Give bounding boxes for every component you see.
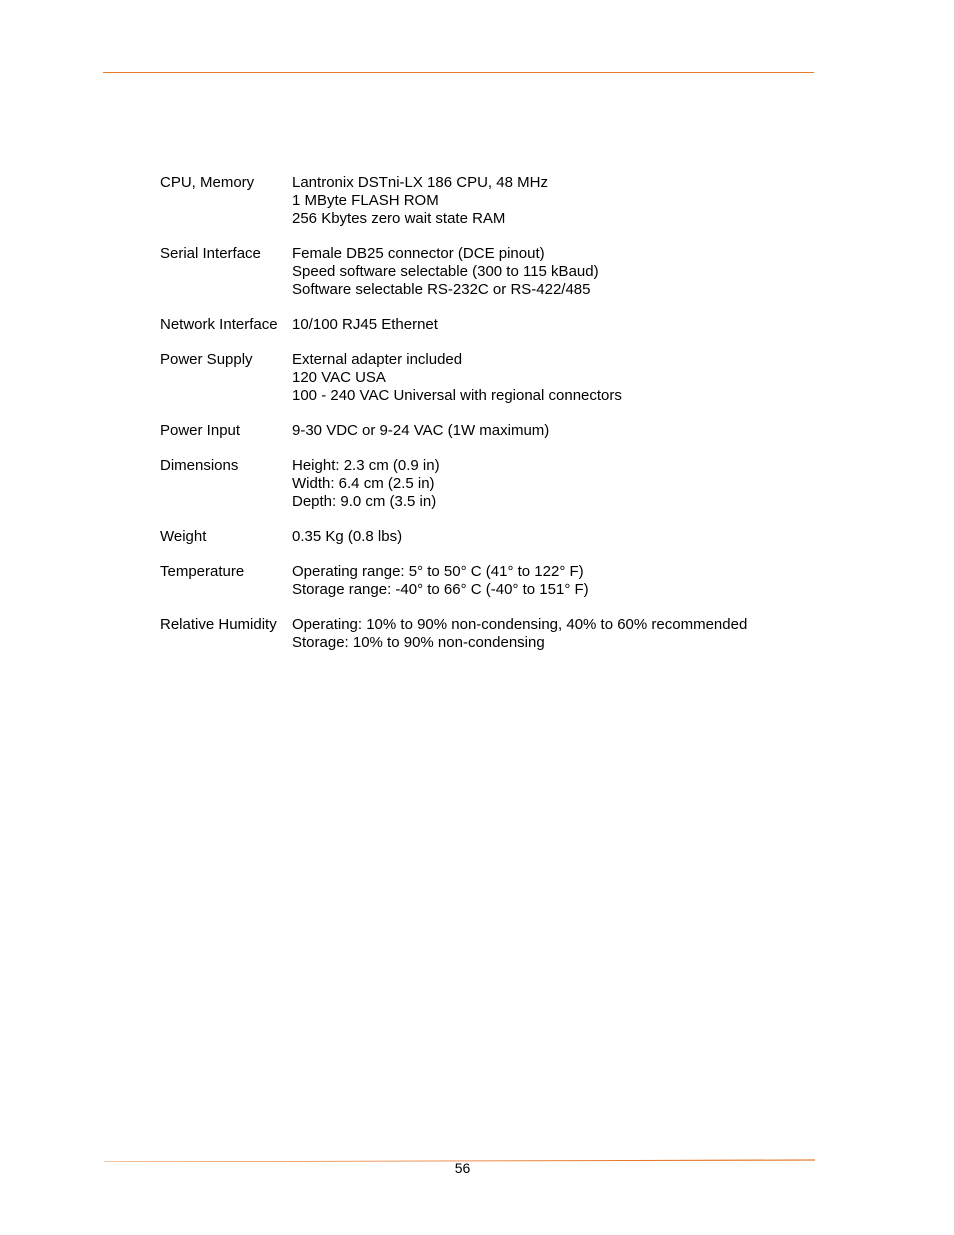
spec-value-line: 1 MByte FLASH ROM bbox=[292, 192, 439, 209]
spec-value-line: Female DB25 connector (DCE pinout) bbox=[292, 245, 545, 262]
spec-values bbox=[292, 563, 820, 599]
spec-row bbox=[160, 528, 820, 546]
spec-value-line: 120 VAC USA bbox=[292, 369, 386, 386]
spec-value-line: 9-30 VDC or 9-24 VAC (1W maximum) bbox=[292, 422, 550, 439]
spec-value-line: Depth: 9.0 cm (3.5 in) bbox=[292, 493, 437, 510]
spec-label: Power Supply bbox=[160, 351, 253, 368]
spec-label: Serial Interface bbox=[160, 245, 261, 262]
spec-label: Temperature bbox=[160, 563, 245, 580]
spec-values bbox=[292, 457, 820, 511]
spec-values bbox=[292, 616, 820, 652]
spec-value-line: Storage: 10% to 90% non-condensing bbox=[292, 634, 545, 651]
spec-row bbox=[160, 174, 820, 228]
spec-values bbox=[292, 245, 820, 299]
spec-value-line: Lantronix DSTni-LX 186 CPU, 48 MHz bbox=[292, 174, 548, 191]
spec-label: Dimensions bbox=[160, 457, 239, 474]
spec-value-line: Width: 6.4 cm (2.5 in) bbox=[292, 475, 435, 492]
spec-values bbox=[292, 351, 820, 405]
spec-row bbox=[160, 316, 820, 334]
page-number: 56 bbox=[454, 1160, 471, 1176]
spec-row bbox=[160, 457, 820, 511]
spec-label: CPU, Memory bbox=[160, 174, 255, 191]
spec-row bbox=[160, 563, 820, 599]
spec-values bbox=[292, 422, 820, 440]
spec-value-line: 100 - 240 VAC Universal with regional connectors bbox=[292, 387, 622, 404]
spec-value-line: Operating range: 5° to 50° C (41° to 122° F) bbox=[292, 563, 584, 580]
spec-value-line: Storage range: -40° to 66° C (-40° to 151° F) bbox=[292, 581, 589, 598]
spec-value-line: External adapter included bbox=[292, 351, 463, 368]
spec-row bbox=[160, 616, 820, 652]
spec-label: Power Input bbox=[160, 422, 241, 439]
spec-row bbox=[160, 245, 820, 299]
spec-value-line: Operating: 10% to 90% non-condensing, 40% to 60% recommended bbox=[292, 616, 748, 633]
spec-value-line: Height: 2.3 cm (0.9 in) bbox=[292, 457, 440, 474]
spec-label: Relative Humidity bbox=[160, 616, 277, 633]
specifications-table bbox=[160, 174, 820, 669]
spec-row bbox=[160, 351, 820, 405]
spec-label: Network Interface bbox=[160, 316, 278, 333]
spec-label: Weight bbox=[160, 528, 207, 545]
header-rule bbox=[103, 72, 814, 73]
spec-value-line: 10/100 RJ45 Ethernet bbox=[292, 316, 438, 333]
spec-value-line: 0.35 Kg (0.8 lbs) bbox=[292, 528, 403, 545]
spec-values bbox=[292, 528, 820, 546]
spec-value-line: Speed software selectable (300 to 115 kBaud) bbox=[292, 263, 599, 280]
spec-value-line: Software selectable RS-232C or RS-422/485 bbox=[292, 281, 591, 298]
spec-row bbox=[160, 422, 820, 440]
spec-value-line: 256 Kbytes zero wait state RAM bbox=[292, 210, 506, 227]
spec-values bbox=[292, 174, 820, 228]
spec-values bbox=[292, 316, 820, 334]
